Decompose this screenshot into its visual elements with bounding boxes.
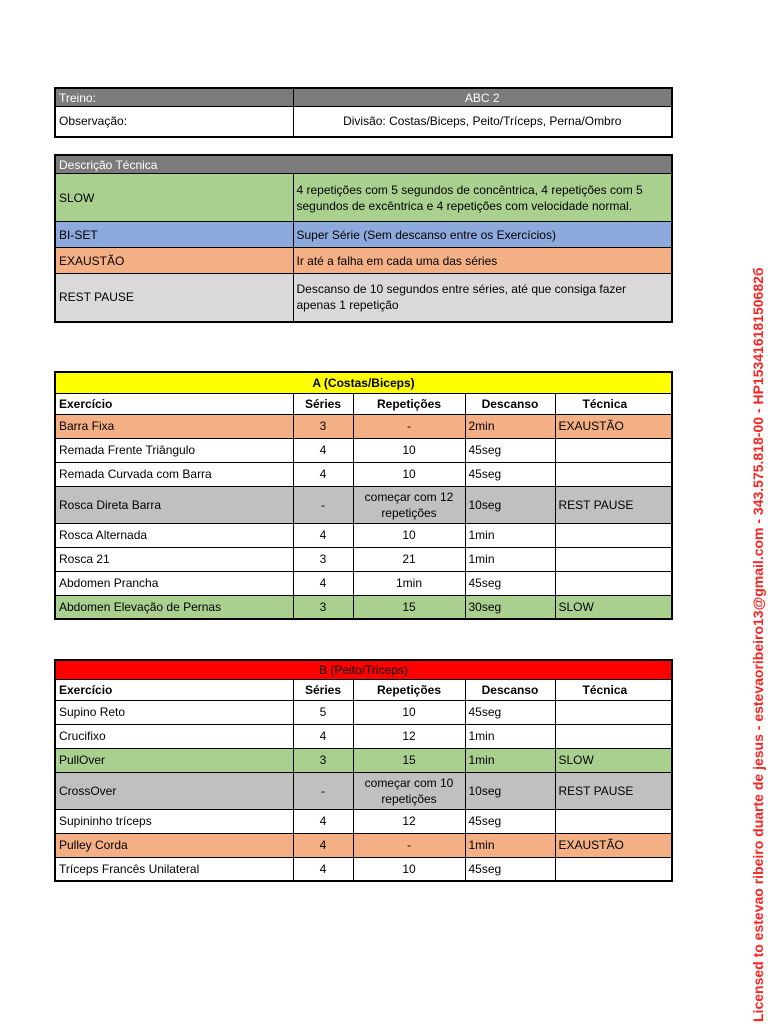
exercise-repeticoes: 12	[353, 724, 465, 748]
exercise-row	[55, 748, 672, 772]
exercise-tecnica	[555, 547, 672, 571]
exercise-descanso: 45seg	[465, 700, 555, 724]
tecnica-table	[54, 154, 673, 323]
exercise-descanso: 45seg	[465, 857, 555, 881]
treino-a-table	[54, 371, 673, 620]
exercise-series: 3	[293, 748, 353, 772]
exercise-series: -	[293, 772, 353, 809]
exercise-name: Pulley Corda	[55, 833, 293, 857]
exercise-series: 4	[293, 857, 353, 881]
exercise-name: Rosca Alternada	[55, 523, 293, 547]
tecnica-title: Descrição Técnica	[55, 155, 672, 174]
license-watermark: Licensed to estevao ribeiro duarte de jesus - estevaoribeiro13@gmail.com - 343.575.818-00 - HP15341618150682б	[750, 267, 766, 1022]
exercise-repeticoes: 10	[353, 438, 465, 462]
exercise-repeticoes: 10	[353, 523, 465, 547]
exercise-repeticoes: -	[353, 414, 465, 438]
exercise-descanso: 45seg	[465, 809, 555, 833]
exercise-descanso: 1min	[465, 748, 555, 772]
exercise-descanso: 1min	[465, 523, 555, 547]
tecnica-name: REST PAUSE	[55, 274, 293, 322]
exercise-tecnica: REST PAUSE	[555, 486, 672, 523]
tecnica-title-row	[55, 155, 672, 174]
exercise-series: 4	[293, 523, 353, 547]
col-series: Séries	[293, 393, 353, 414]
exercise-descanso: 1min	[465, 547, 555, 571]
exercise-tecnica	[555, 857, 672, 881]
tecnica-name: SLOW	[55, 174, 293, 222]
col-tecnica: Técnica	[555, 393, 672, 414]
exercise-repeticoes: -	[353, 833, 465, 857]
exercise-repeticoes: 10	[353, 462, 465, 486]
exercise-name: Remada Frente Triângulo	[55, 438, 293, 462]
tecnica-desc: 4 repetições com 5 segundos de concêntrica, 4 repetições com 5 segundos de excêntrica e 4 repetições com velocidade normal.	[293, 174, 672, 222]
exercise-descanso: 10seg	[465, 772, 555, 809]
exercise-row	[55, 462, 672, 486]
col-exercicio: Exercício	[55, 393, 293, 414]
exercise-tecnica: REST PAUSE	[555, 772, 672, 809]
exercise-descanso: 2min	[465, 414, 555, 438]
treino-b-title-row	[55, 660, 672, 679]
exercise-descanso: 45seg	[465, 571, 555, 595]
observacao-row	[55, 107, 672, 137]
exercise-name: Supino Reto	[55, 700, 293, 724]
treino-value: ABC 2	[293, 88, 672, 107]
exercise-tecnica	[555, 438, 672, 462]
treino-a-title-row	[55, 372, 672, 393]
exercise-row	[55, 595, 672, 619]
exercise-name: PullOver	[55, 748, 293, 772]
exercise-name: CrossOver	[55, 772, 293, 809]
tecnica-row	[55, 274, 672, 322]
exercise-descanso: 45seg	[465, 438, 555, 462]
exercise-descanso: 45seg	[465, 462, 555, 486]
exercise-descanso: 10seg	[465, 486, 555, 523]
tecnica-row	[55, 222, 672, 248]
exercise-name: Rosca 21	[55, 547, 293, 571]
exercise-repeticoes: 12	[353, 809, 465, 833]
exercise-tecnica	[555, 700, 672, 724]
exercise-row	[55, 486, 672, 523]
tecnica-desc: Descanso de 10 segundos entre séries, até que consiga fazer apenas 1 repetição	[293, 274, 672, 322]
exercise-series: 3	[293, 547, 353, 571]
col-exercicio: Exercício	[55, 679, 293, 700]
exercise-repeticoes: começar com 12 repetições	[353, 486, 465, 523]
exercise-row	[55, 547, 672, 571]
exercise-repeticoes: 10	[353, 857, 465, 881]
exercise-name: Supininho tríceps	[55, 809, 293, 833]
treino-b-header-row	[55, 679, 672, 700]
exercise-name: Crucifixo	[55, 724, 293, 748]
tecnica-desc: Super Série (Sem descanso entre os Exercícios)	[293, 222, 672, 248]
exercise-repeticoes: 10	[353, 700, 465, 724]
exercise-row	[55, 857, 672, 881]
exercise-row	[55, 833, 672, 857]
exercise-repeticoes: 21	[353, 547, 465, 571]
exercise-tecnica: EXAUSTÃO	[555, 833, 672, 857]
tecnica-row	[55, 248, 672, 274]
exercise-name: Rosca Direta Barra	[55, 486, 293, 523]
treino-row	[55, 88, 672, 107]
treino-a-header-row	[55, 393, 672, 414]
exercise-tecnica	[555, 571, 672, 595]
exercise-tecnica: EXAUSTÃO	[555, 414, 672, 438]
exercise-row	[55, 809, 672, 833]
exercise-tecnica	[555, 523, 672, 547]
exercise-row	[55, 571, 672, 595]
exercise-row	[55, 772, 672, 809]
exercise-series: 3	[293, 414, 353, 438]
exercise-series: 4	[293, 438, 353, 462]
exercise-tecnica: SLOW	[555, 595, 672, 619]
exercise-repeticoes: começar com 10 repetições	[353, 772, 465, 809]
tecnica-name: BI-SET	[55, 222, 293, 248]
col-repeticoes: Repetições	[353, 679, 465, 700]
treino-label: Treino:	[55, 88, 293, 107]
exercise-row	[55, 700, 672, 724]
exercise-name: Abdomen Elevação de Pernas	[55, 595, 293, 619]
treino-a-title: A (Costas/Biceps)	[55, 372, 672, 393]
observacao-value: Divisão: Costas/Biceps, Peito/Tríceps, Perna/Ombro	[293, 107, 672, 137]
exercise-row	[55, 438, 672, 462]
exercise-series: 4	[293, 809, 353, 833]
exercise-series: 4	[293, 833, 353, 857]
observacao-label: Observação:	[55, 107, 293, 137]
exercise-series: 3	[293, 595, 353, 619]
exercise-series: 4	[293, 724, 353, 748]
tecnica-desc: Ir até a falha em cada uma das séries	[293, 248, 672, 274]
exercise-series: 5	[293, 700, 353, 724]
exercise-name: Abdomen Prancha	[55, 571, 293, 595]
tecnica-name: EXAUSTÃO	[55, 248, 293, 274]
exercise-name: Remada Curvada com Barra	[55, 462, 293, 486]
exercise-descanso: 1min	[465, 724, 555, 748]
exercise-tecnica: SLOW	[555, 748, 672, 772]
exercise-repeticoes: 1min	[353, 571, 465, 595]
col-repeticoes: Repetições	[353, 393, 465, 414]
exercise-repeticoes: 15	[353, 748, 465, 772]
col-series: Séries	[293, 679, 353, 700]
exercise-series: 4	[293, 571, 353, 595]
tecnica-row	[55, 174, 672, 222]
treino-b-title: B (Peito/Triceps)	[55, 660, 672, 679]
col-descanso: Descanso	[465, 679, 555, 700]
exercise-repeticoes: 15	[353, 595, 465, 619]
exercise-name: Tríceps Francês Unilateral	[55, 857, 293, 881]
treino-b-table	[54, 659, 673, 882]
exercise-tecnica	[555, 462, 672, 486]
col-tecnica: Técnica	[555, 679, 672, 700]
exercise-tecnica	[555, 724, 672, 748]
col-descanso: Descanso	[465, 393, 555, 414]
exercise-row	[55, 414, 672, 438]
exercise-row	[55, 724, 672, 748]
exercise-name: Barra Fixa	[55, 414, 293, 438]
exercise-series: -	[293, 486, 353, 523]
exercise-series: 4	[293, 462, 353, 486]
exercise-row	[55, 523, 672, 547]
exercise-descanso: 30seg	[465, 595, 555, 619]
header-table	[54, 87, 673, 138]
exercise-tecnica	[555, 809, 672, 833]
exercise-descanso: 1min	[465, 833, 555, 857]
